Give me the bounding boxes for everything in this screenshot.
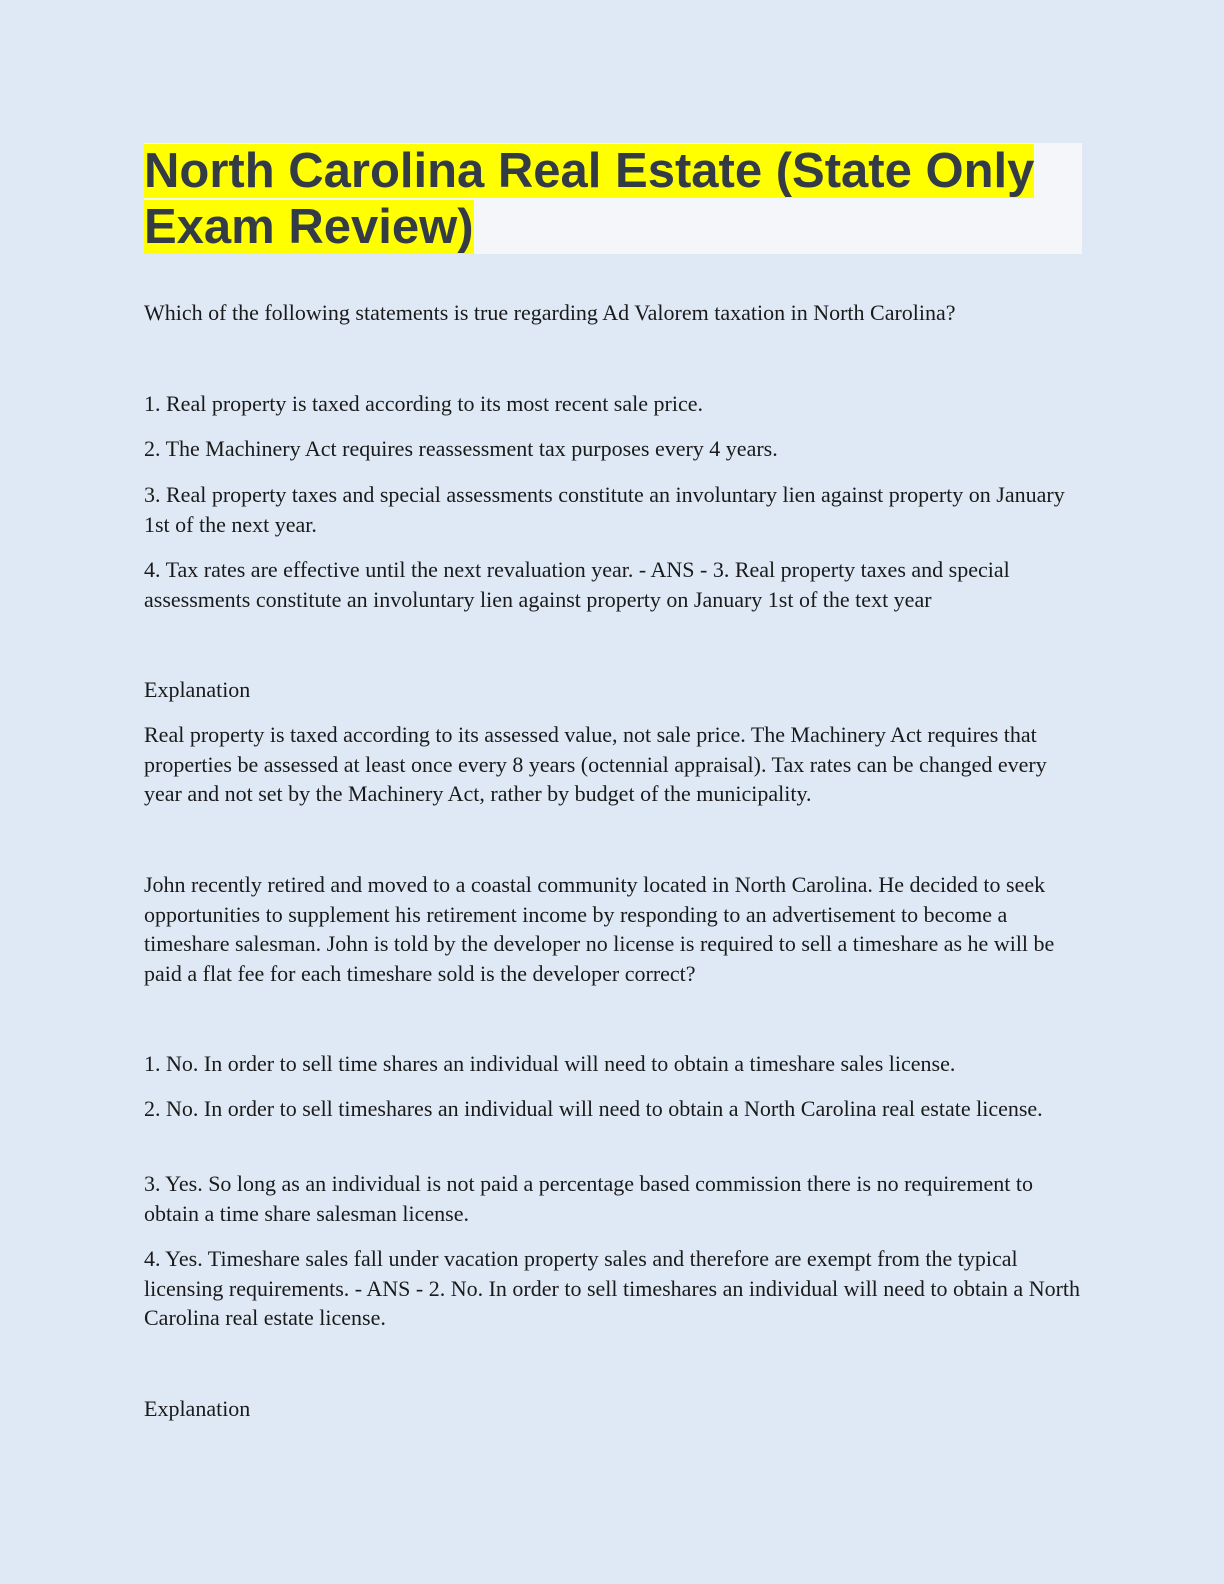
question-1: Which of the following statements is true regarding Ad Valorem taxation in North Carolina? (144, 300, 956, 325)
q1-option-1: 1. Real property is taxed according to its most recent sale price. (144, 391, 703, 416)
q1-option-4-answer: 4. Tax rates are effective until the next revaluation year. - ANS - 3. Real property taxes and special assessments constitute an involuntary lien against property on January 1st of the text year (144, 557, 1010, 612)
q1-option-3: 3. Real property taxes and special assessments constitute an involuntary lien against property on January 1st of the next year. (144, 482, 1065, 537)
question-2: John recently retired and moved to a coastal community located in North Carolina. He decided to seek opportunities to supplement his retirement income by responding to an advertisement to become a timeshare salesman. John is told by the developer no license is required to sell a timeshare as he will be paid a flat fee for each timeshare sold is the developer correct? (144, 872, 1055, 986)
title-block (144, 143, 1082, 254)
q1-explanation: Real property is taxed according to its assessed value, not sale price. The Machinery Act requires that properties be assessed at least once every 8 years (octennial appraisal). Tax rates can be changed every year and not set by the Machinery Act, rather by budget of the municipality. (144, 722, 1047, 806)
document-title-text: North Carolina Real Estate (State Only Exam Review) (144, 144, 1035, 254)
q1-option-2: 2. The Machinery Act requires reassessment tax purposes every 4 years. (144, 436, 778, 461)
q2-option-3: 3. Yes. So long as an individual is not paid a percentage based commission there is no requirement to obtain a time share salesman license. (144, 1171, 1034, 1226)
q2-option-1: 1. No. In order to sell time shares an individual will need to obtain a timeshare sales license. (144, 1051, 956, 1076)
q2-explanation-heading: Explanation (144, 1396, 251, 1421)
q1-explanation-heading: Explanation (144, 677, 251, 702)
q2-option-4-answer: 4. Yes. Timeshare sales fall under vacation property sales and therefore are exempt from the typical licensing requirements. - ANS - 2. No. In order to sell timeshares an individual will need to obtain a North Carolina real estate license. (144, 1246, 1081, 1330)
document-title (144, 143, 1082, 255)
q2-option-2: 2. No. In order to sell timeshares an individual will need to obtain a North Carolina real estate license. (144, 1096, 1043, 1121)
